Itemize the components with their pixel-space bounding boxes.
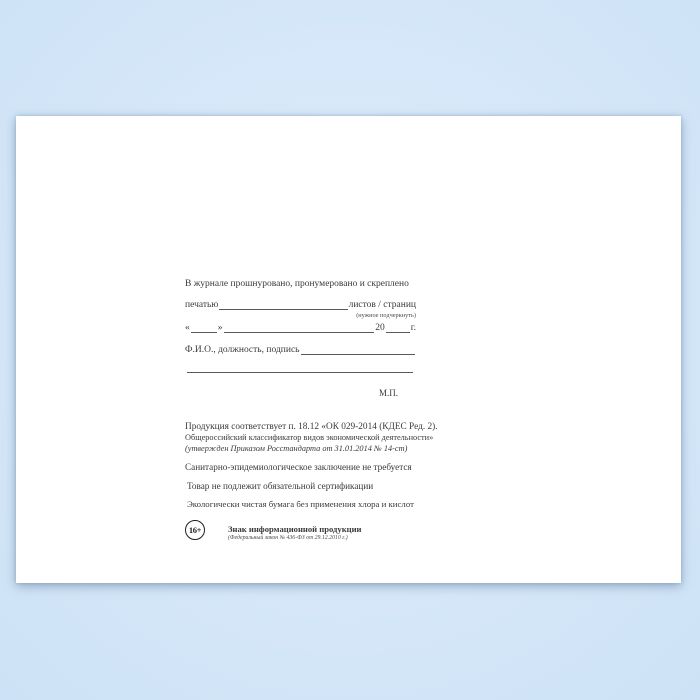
journal-back-page [16,116,681,583]
underline-hint: (нужное подчеркнуть) [356,312,416,319]
binding-statement: В журнале прошнуровано, пронумеровано и скреплено [185,279,409,289]
signature-label: Ф.И.О., должность, подпись [185,345,300,355]
info-product-sign-law: (Федеральный закон № 436-ФЗ от 29.12.2010 г.) [228,535,348,541]
year-blank-line [386,332,410,333]
eco-paper-note: Экологически чистая бумага без применения хлора и кислот [187,499,414,509]
compliance-note-line1: Продукция соответствует п. 18.12 «ОК 029-2014 (КДЕС Ред. 2). [185,422,438,432]
seal-line [185,300,416,311]
signature-blank-line [301,354,416,355]
compliance-note-line3: (утвержден Приказом Росстандарта от 31.01.2014 № 14-ст) [185,444,408,453]
info-product-sign [228,524,362,541]
year-suffix: г. [410,323,416,333]
month-blank-line [224,332,375,333]
blank-writing-line [187,372,413,373]
age-rating-badge: 16+ [185,520,205,540]
year-prefix: 20 [375,323,385,333]
signature-line [185,345,416,356]
sanitary-note: Санитарно-эпидемиологическое заключение не требуется [185,462,412,472]
day-blank-line [191,332,217,333]
sheets-pages-label: листов / страниц [348,300,416,310]
certification-note: Товар не подлежит обязательной сертификации [187,481,374,491]
stamp-placeholder: М.П. [378,388,398,398]
open-quote: « [185,323,190,333]
seal-label: печатью [185,300,219,310]
compliance-note-line2: Общероссийский классификатор видов экономической деятельности» [185,433,434,442]
close-quote: » [217,323,223,333]
blank-fill-line [219,309,347,310]
date-line [185,323,416,334]
info-product-sign-title: Знак информационной продукции [228,524,362,534]
